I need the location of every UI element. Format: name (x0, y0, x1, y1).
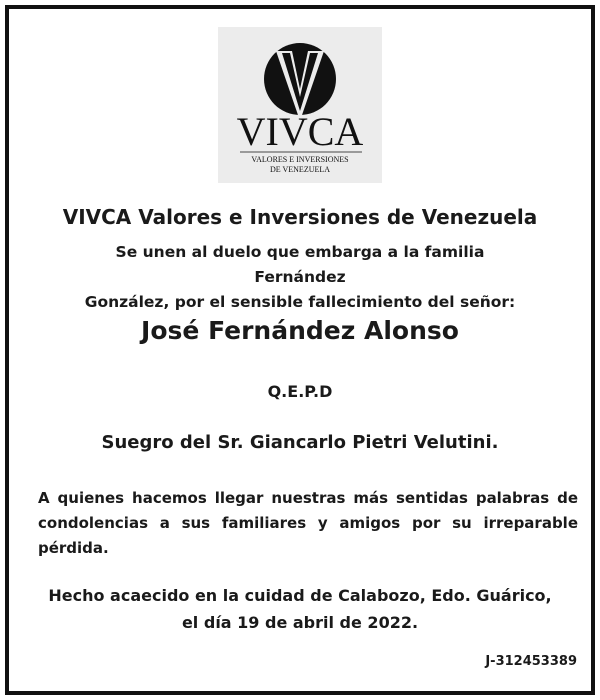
intro-line-1: Se unen al duelo que embarga a la familia Fernández (115, 243, 485, 286)
relation-text: Suegro del Sr. Giancarlo Pietri Velutini. (101, 432, 499, 453)
intro-text (70, 240, 530, 315)
condolences-text: A quienes hacemos llegar nuestras más sentidas palabras de condolencias a sus familiares y amigos por su irreparable pérdida. (38, 489, 578, 557)
logo-tagline-2: DE VENEZUELA (269, 165, 331, 174)
rif-number: J-312453389 (485, 654, 577, 669)
date-line: el día 19 de abril de 2022. (181, 613, 419, 632)
qepd-text: Q.E.P.D (267, 382, 333, 401)
logo-wordmark: VIVCA (236, 109, 364, 154)
place-line: Hecho acaecido en la cuidad de Calabozo, Edo. Guárico, (48, 586, 552, 605)
logo-tagline-1: VALORES E INVERSIONES (251, 155, 349, 164)
intro-line-2: González, por el sensible fallecimiento del señor: (84, 293, 516, 311)
place-date-text (30, 582, 570, 636)
deceased-name: José Fernández Alonso (141, 316, 459, 345)
company-name: VIVCA Valores e Inversiones de Venezuela (62, 205, 538, 229)
vivca-logo (218, 27, 382, 183)
